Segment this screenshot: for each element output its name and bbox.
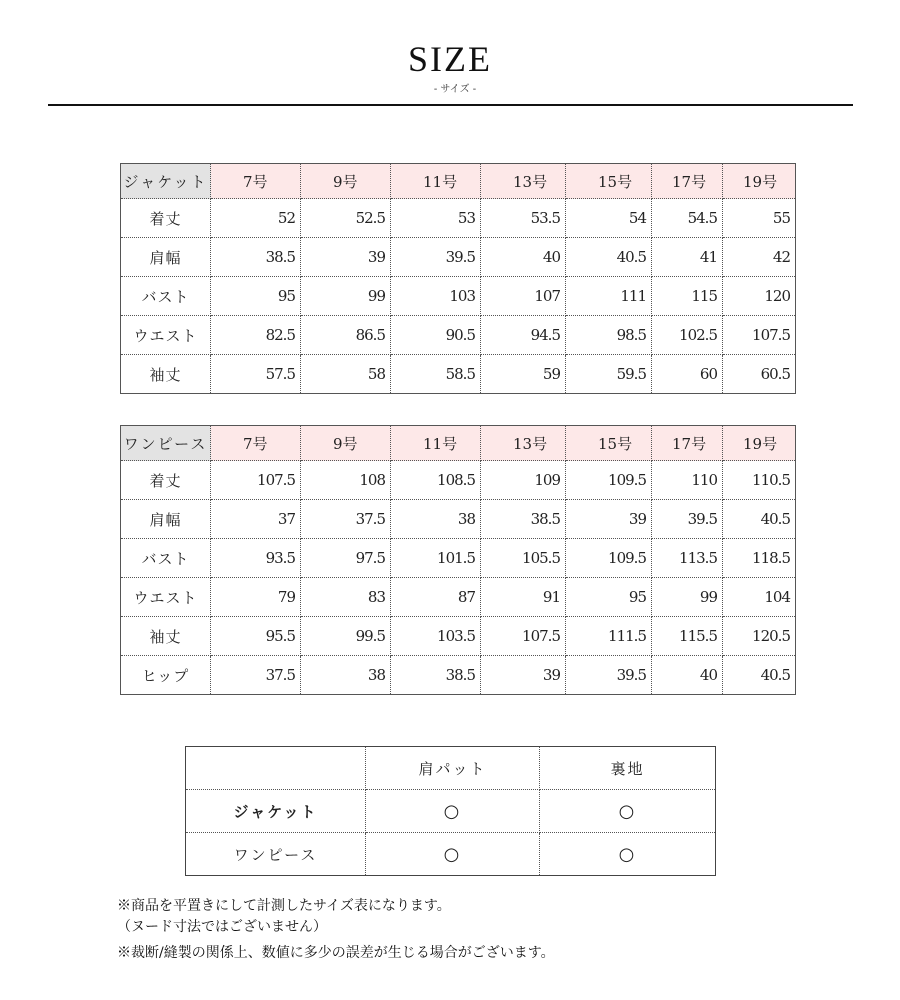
table-cell: 59 (481, 355, 566, 394)
size-header: 19号 (723, 164, 796, 199)
note-line: ※裁断/縫製の関係上、数値に多少の誤差が生じる場合がございます。 (117, 945, 555, 961)
table-cell: 38.5 (391, 656, 481, 695)
size-header: 19号 (723, 426, 796, 461)
size-header: 13号 (481, 426, 566, 461)
table-cell: 79 (211, 578, 301, 617)
table-cell: 110.5 (723, 461, 796, 500)
table-cell: 40 (652, 656, 723, 695)
row-label: 肩幅 (121, 500, 211, 539)
table-row (186, 790, 716, 833)
table-cell: 54.5 (652, 199, 723, 238)
table-cell: 107.5 (481, 617, 566, 656)
table-cell: 58.5 (391, 355, 481, 394)
table-cell: 39.5 (391, 238, 481, 277)
lining-mark: ○ (540, 833, 716, 876)
table-cell: 115 (652, 277, 723, 316)
table-row (121, 355, 796, 394)
table-cell: 53.5 (481, 199, 566, 238)
note-line: ※商品を平置きにして計測したサイズ表になります。 (117, 898, 451, 914)
table-cell: 109 (481, 461, 566, 500)
table-cell: 38 (301, 656, 391, 695)
table-cell: 104 (723, 578, 796, 617)
table-cell: 38.5 (211, 238, 301, 277)
size-header: 7号 (211, 164, 301, 199)
table-cell: 109.5 (566, 461, 652, 500)
table-row (121, 617, 796, 656)
shoulder-pad-mark: ○ (366, 833, 540, 876)
table-cell: 53 (391, 199, 481, 238)
page-title: SIZE (408, 39, 492, 79)
size-header: 11号 (391, 426, 481, 461)
table-cell: 83 (301, 578, 391, 617)
table-cell: 39 (301, 238, 391, 277)
row-label: バスト (121, 539, 211, 578)
table-row (121, 656, 796, 695)
table-cell: 55 (723, 199, 796, 238)
table-cell: 97.5 (301, 539, 391, 578)
table-cell: 87 (391, 578, 481, 617)
table-cell: 110 (652, 461, 723, 500)
table-cell: 108 (301, 461, 391, 500)
row-label: ヒップ (121, 656, 211, 695)
table-cell: 86.5 (301, 316, 391, 355)
table-cell: 42 (723, 238, 796, 277)
table-row (121, 461, 796, 500)
table-cell: 39.5 (566, 656, 652, 695)
row-label: 着丈 (121, 461, 211, 500)
table-cell: 120 (723, 277, 796, 316)
size-header: 9号 (301, 164, 391, 199)
row-label: ウエスト (121, 578, 211, 617)
row-label: 袖丈 (121, 355, 211, 394)
table-cell: 111 (566, 277, 652, 316)
jacket-size-table (120, 163, 796, 394)
size-header: 15号 (566, 164, 652, 199)
table-cell: 109.5 (566, 539, 652, 578)
table-cell: 82.5 (211, 316, 301, 355)
title-divider (48, 104, 853, 106)
size-header: 9号 (301, 426, 391, 461)
table-cell: 90.5 (391, 316, 481, 355)
options-corner (186, 747, 366, 790)
table-cell: 107 (481, 277, 566, 316)
lining-mark: ○ (540, 790, 716, 833)
table-cell: 93.5 (211, 539, 301, 578)
size-header: 15号 (566, 426, 652, 461)
table-cell: 37 (211, 500, 301, 539)
shoulder-pad-mark: ○ (366, 790, 540, 833)
notes (117, 896, 555, 964)
table-cell: 113.5 (652, 539, 723, 578)
table-cell: 52.5 (301, 199, 391, 238)
table-cell: 115.5 (652, 617, 723, 656)
table-cell: 58 (301, 355, 391, 394)
size-header: 17号 (652, 426, 723, 461)
table-cell: 99 (652, 578, 723, 617)
table-cell: 41 (652, 238, 723, 277)
table-cell: 38 (391, 500, 481, 539)
table-header-row (121, 164, 796, 199)
options-header-lining: 裏地 (540, 747, 716, 790)
size-header: 17号 (652, 164, 723, 199)
table-cell: 99.5 (301, 617, 391, 656)
table-row (121, 500, 796, 539)
table-cell: 107.5 (723, 316, 796, 355)
options-table (185, 746, 716, 876)
row-label: 肩幅 (121, 238, 211, 277)
size-header: 11号 (391, 164, 481, 199)
table-cell: 40.5 (566, 238, 652, 277)
row-label: 着丈 (121, 199, 211, 238)
table-cell: 111.5 (566, 617, 652, 656)
table-cell: 102.5 (652, 316, 723, 355)
table-row (121, 277, 796, 316)
table-cell: 99 (301, 277, 391, 316)
table-cell: 95 (566, 578, 652, 617)
table-cell: 59.5 (566, 355, 652, 394)
table-cell: 39 (566, 500, 652, 539)
table-cell: 91 (481, 578, 566, 617)
dress-size-table (120, 425, 796, 695)
table-cell: 107.5 (211, 461, 301, 500)
row-label: ウエスト (121, 316, 211, 355)
page-subtitle: - サイズ - (433, 84, 477, 95)
table-cell: 95.5 (211, 617, 301, 656)
table-cell: 118.5 (723, 539, 796, 578)
table-row (121, 199, 796, 238)
table-cell: 37.5 (301, 500, 391, 539)
table-cell: 40.5 (723, 656, 796, 695)
table-cell: 101.5 (391, 539, 481, 578)
table-cell: 103.5 (391, 617, 481, 656)
table-row (186, 833, 716, 876)
table-cell: 37.5 (211, 656, 301, 695)
table-cell: 60 (652, 355, 723, 394)
options-header-shoulder-pad: 肩パット (366, 747, 540, 790)
table-row (121, 539, 796, 578)
size-header: 7号 (211, 426, 301, 461)
row-label: ワンピース (186, 833, 366, 876)
table-cell: 94.5 (481, 316, 566, 355)
table-cell: 52 (211, 199, 301, 238)
table-cell: 57.5 (211, 355, 301, 394)
table-cell: 95 (211, 277, 301, 316)
table-cell: 54 (566, 199, 652, 238)
table-cell: 103 (391, 277, 481, 316)
table-row (121, 316, 796, 355)
size-header: 13号 (481, 164, 566, 199)
table-header-row (186, 747, 716, 790)
table-header-row (121, 426, 796, 461)
table-row (121, 578, 796, 617)
table-cell: 38.5 (481, 500, 566, 539)
table-cell: 108.5 (391, 461, 481, 500)
table-cell: 40.5 (723, 500, 796, 539)
table-row (121, 238, 796, 277)
table-cell: 98.5 (566, 316, 652, 355)
row-label: 袖丈 (121, 617, 211, 656)
note-line: （ヌード寸法ではございません） (117, 919, 327, 935)
table-cell: 120.5 (723, 617, 796, 656)
table-cell: 39 (481, 656, 566, 695)
table-cell: 60.5 (723, 355, 796, 394)
table-cell: 39.5 (652, 500, 723, 539)
table-cell: 40 (481, 238, 566, 277)
table-corner-label: ワンピース (121, 426, 211, 461)
table-cell: 105.5 (481, 539, 566, 578)
table-corner-label: ジャケット (121, 164, 211, 199)
row-label: バスト (121, 277, 211, 316)
row-label: ジャケット (186, 790, 366, 833)
